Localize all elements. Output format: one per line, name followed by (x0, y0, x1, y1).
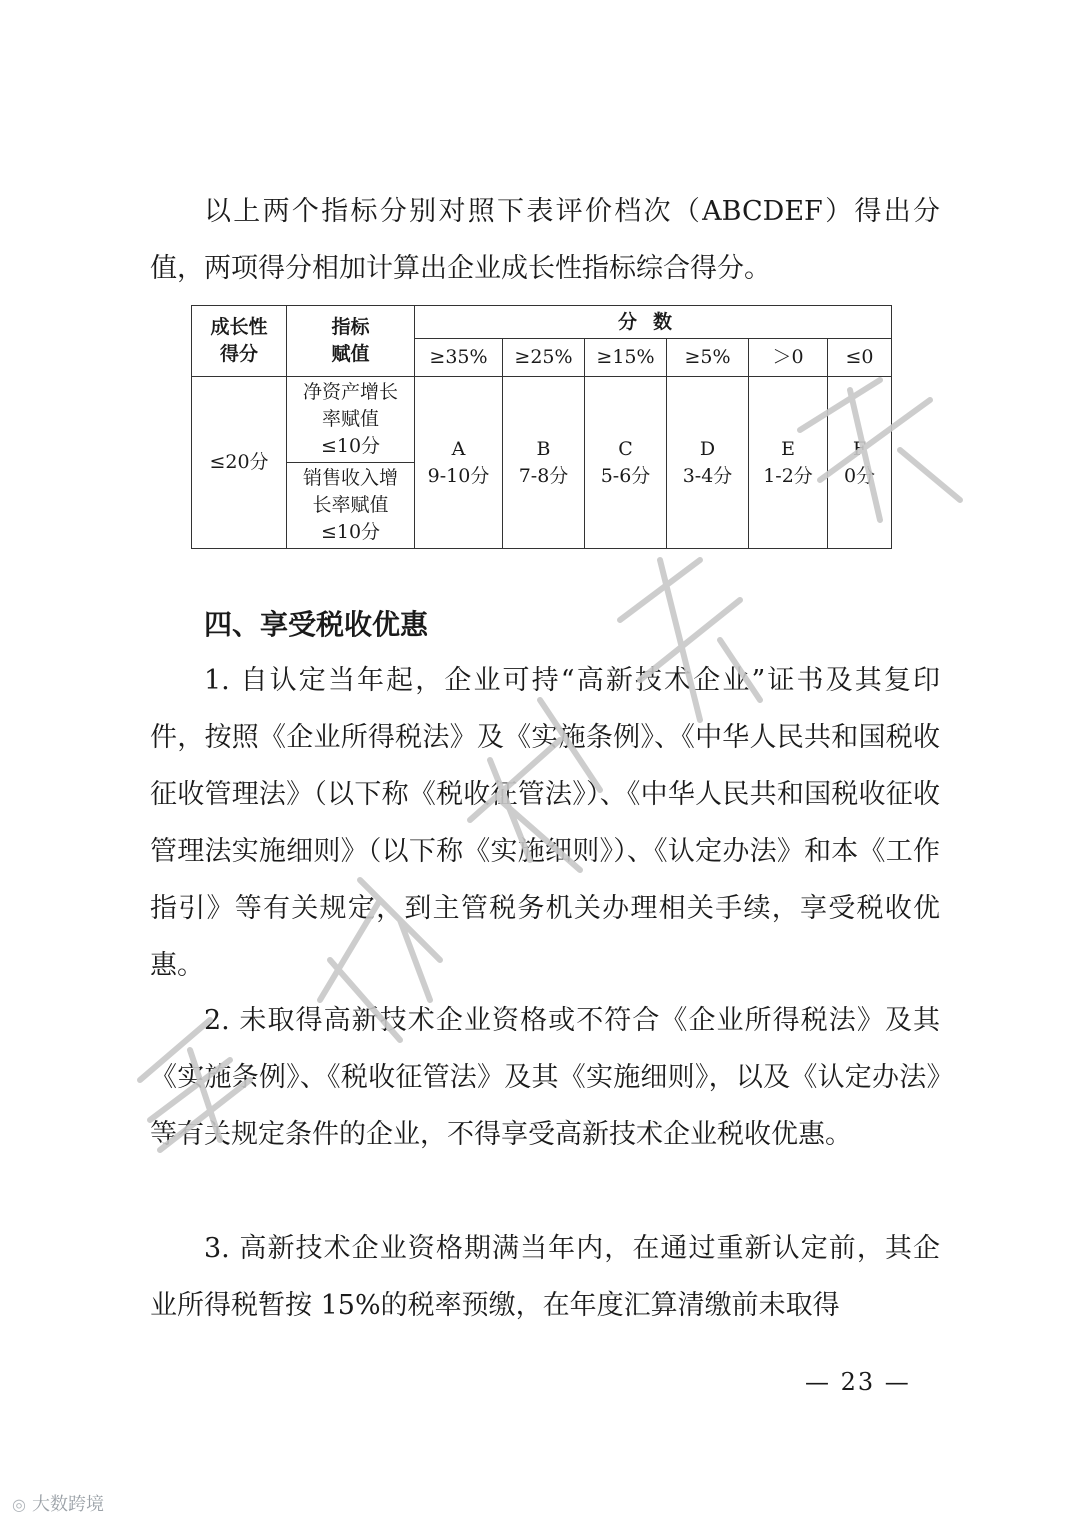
total-score-cell: ≤20分 (192, 377, 287, 549)
section-heading: 四、享受税收优惠 (204, 608, 429, 641)
indicator-sales-revenue: 销售收入增 长率赋值 ≤10分 (287, 463, 415, 549)
paragraph-1: 1. 自认定当年起，企业可持“高新技术企业”证书及其复印件，按照《企业所得税法》及《实施条例》、《中华人民共和国税收征收管理法》（以下称《税收征管法》）、《中华人民共和国税收征收管理法实施细则》（以下称《实施细则》）、《认定办法》和本《工作指引》等有关规定，到主管税务机关办理相关手续，享受税收优惠。 (150, 665, 940, 981)
threshold-cell: ≥35% (415, 339, 503, 377)
header-score-group: 分数 (415, 306, 892, 339)
indicator-net-assets: 净资产增长 率赋值 ≤10分 (287, 377, 415, 463)
grade-cell: C 5-6分 (585, 377, 667, 549)
threshold-cell: ＞0 (749, 339, 828, 377)
header-growth-score: 成长性 得分 (192, 306, 287, 377)
paragraph-2: 2. 未取得高新技术企业资格或不符合《企业所得税法》及其《实施条例》、《税收征管法》及其《实施细则》，以及《认定办法》等有关规定条件的企业，不得享受高新技术企业税收优惠。 (150, 1005, 940, 1150)
page-number: — 23 — (805, 1368, 911, 1396)
paragraph-3: 3. 高新技术企业资格期满当年内，在通过重新认定前，其企业所得税暂按 15%的税率预缴，在年度汇算清缴前未取得 (150, 1233, 940, 1321)
header-indicator-value: 指标 赋值 (287, 306, 415, 377)
grade-cell: E 1-2分 (749, 377, 828, 549)
grade-cell: A 9-10分 (415, 377, 503, 549)
threshold-cell: ≥5% (667, 339, 749, 377)
threshold-cell: ≥15% (585, 339, 667, 377)
brand-logo-icon: ◎ (12, 1495, 26, 1514)
grade-cell: D 3-4分 (667, 377, 749, 549)
growth-score-table (191, 305, 892, 549)
grade-cell: B 7-8分 (503, 377, 585, 549)
threshold-cell: ≥25% (503, 339, 585, 377)
grade-cell: F 0分 (828, 377, 892, 549)
footer-brand: ◎ 大数跨境 (12, 1494, 104, 1515)
threshold-cell: ≤0 (828, 339, 892, 377)
intro-paragraph: 以上两个指标分别对照下表评价档次（ABCDEF）得出分值，两项得分相加计算出企业成长性指标综合得分。 (150, 196, 940, 284)
